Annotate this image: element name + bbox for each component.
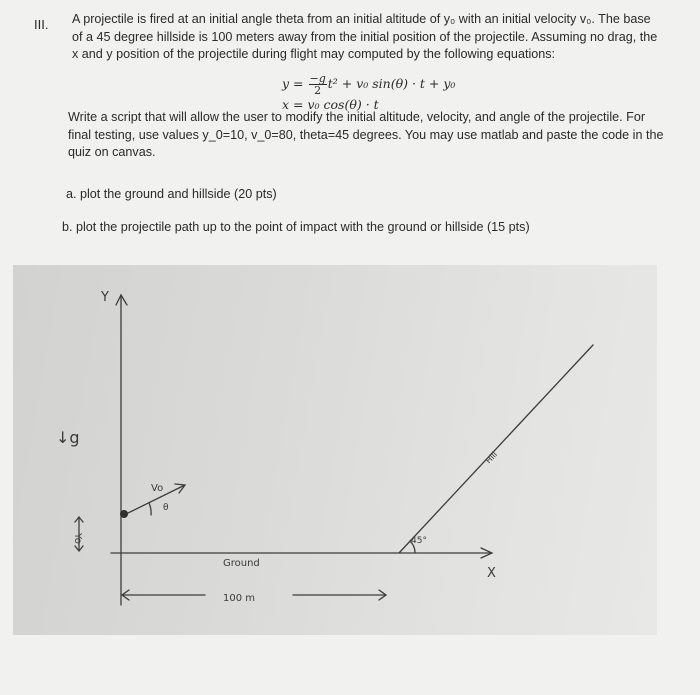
gravity-label: ↓g — [56, 428, 80, 447]
x-axis-label: X — [487, 566, 496, 581]
task-line: quiz on canvas. — [68, 145, 156, 159]
problem-intro — [72, 11, 674, 64]
intro-line: of a 45 degree hillside is 100 meters away from the initial position of the projectile. Assuming no drag, the — [72, 29, 658, 44]
ground-label: Ground — [223, 558, 260, 569]
task-line: final testing, use values y_0=10, v_0=80, theta=45 degrees. You may use matlab and paste the code in the — [68, 127, 664, 142]
theta-label: θ — [163, 503, 169, 513]
y-eq-rhs: t² + v₀ sin(θ) · t + y₀ — [327, 76, 456, 91]
hillside-line — [399, 345, 593, 553]
task-description — [68, 109, 676, 162]
hill-label: Hill — [483, 449, 500, 466]
distance-label: 100 m — [223, 593, 256, 604]
item-b: b. plot the projectile path up to the point of impact with the ground or hillside (15 pts) — [62, 220, 530, 234]
launch-point — [120, 510, 128, 518]
y-eq-frac-num: −g — [309, 72, 326, 85]
y-eq-fraction — [309, 73, 327, 96]
angle-label: 45° — [411, 536, 427, 546]
task-line: Write a script that will allow the user to modify the initial altitude, velocity, and angle of the projectile. For — [68, 110, 646, 124]
sketch-photo — [13, 265, 657, 635]
theta-arc — [149, 503, 151, 515]
v0-label: Vo — [151, 483, 164, 494]
y-eq-lhs: y = — [282, 76, 304, 91]
x-equation: x = v₀ cos(θ) · t — [282, 97, 379, 112]
y-eq-frac-den: 2 — [314, 84, 322, 97]
problem-number: III. — [34, 17, 49, 32]
y0-label: Yo — [72, 533, 83, 544]
item-a: a. plot the ground and hillside (20 pts) — [66, 187, 277, 201]
intro-line: x and y position of the projectile during flight may computed by the following equations: — [72, 47, 556, 61]
sketch-drawing — [13, 265, 657, 635]
intro-line: A projectile is fired at an initial angle theta from an initial altitude of y₀ with an initial velocity v₀. The base — [72, 12, 651, 26]
y-equation — [282, 73, 455, 96]
y-axis-label: Y — [101, 290, 109, 305]
